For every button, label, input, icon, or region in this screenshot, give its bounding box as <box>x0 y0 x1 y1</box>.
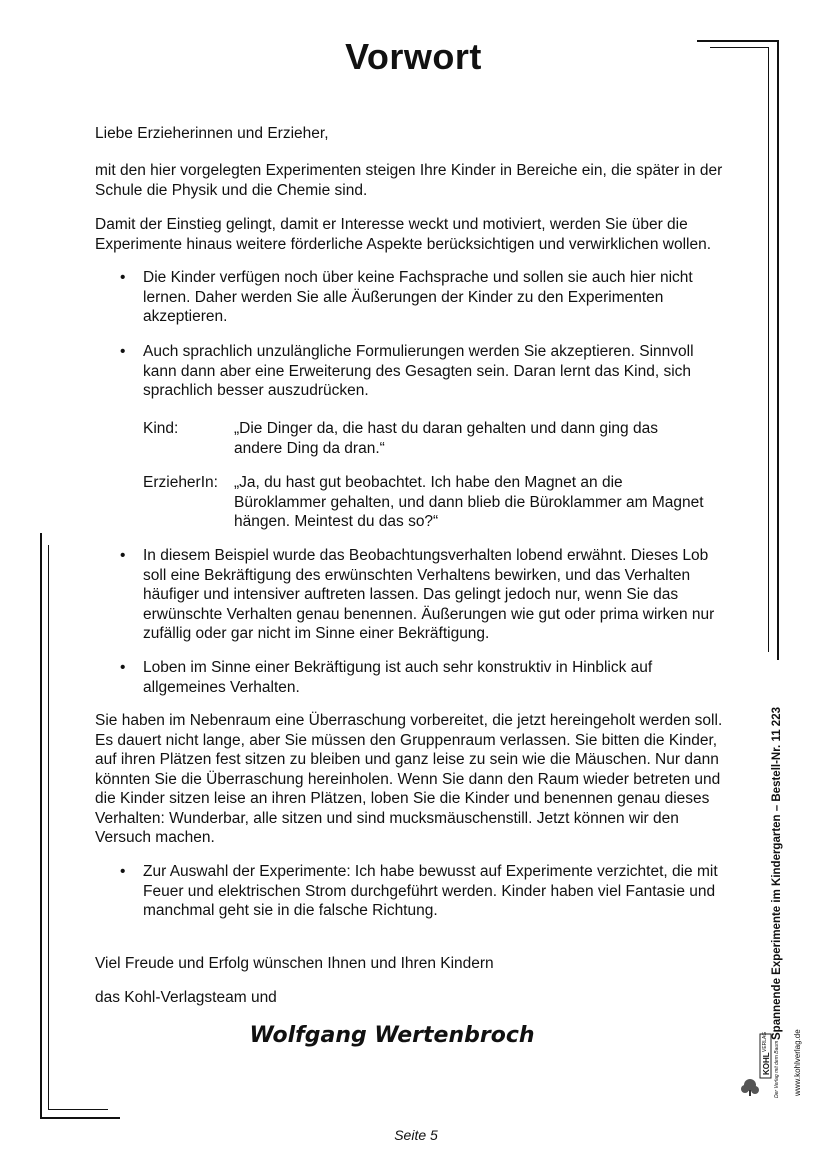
page-title: Vorwort <box>345 36 482 77</box>
closing-team: das Kohl-Verlagsteam und <box>95 989 277 1006</box>
greeting: Liebe Erzieherinnen und Erzieher, <box>95 125 329 142</box>
bullet: • <box>120 547 126 564</box>
einstieg-paragraph: Damit der Einstieg gelingt, damit er Interesse weckt und motiviert, werden Sie über die Experimente hinaus weitere förderliche Aspekte berücksichtigen und verwirklichen wollen. <box>95 216 712 253</box>
bullet: • <box>120 343 126 360</box>
ueberraschung-paragraph: Sie haben im Nebenraum eine Überraschung vorbereitet, die jetzt hereingeholt werden soll. Es dauert nicht lange, aber Sie müssen den Gruppenraum verlassen. Sie bitten die Kinder, auf ihren Plätzen fest sitzen zu bleiben und ganz leise zu sein wie die Mäuschen. Nur dann könnten Sie die Überraschung hereinholen. Wenn Sie dann den Raum wieder betreten und die Kinder sitzen leise an ihren Plätzen, loben Sie die Kinder und benennen genau dieses Verhalten: Wunderbar, alle sitzen und sind mucksmäuschenstill. Jetzt können wir den Versuch machen. <box>95 712 723 846</box>
bullet: • <box>120 269 126 286</box>
publisher-badge: VERLAG <box>762 1031 768 1052</box>
bullet: • <box>120 863 126 880</box>
dialogue-text: „Ja, du hast gut beobachtet. Ich habe den Magnet an die Büroklammer gehalten, und dann blieb die Büroklammer am Magnet hängen. Meintest du das so?“ <box>234 474 704 530</box>
bullet: • <box>120 659 126 676</box>
side-footer-text: Spannende Experimente im Kindergarten – Bestell-Nr. 11 223 <box>771 707 783 1040</box>
publisher-url: www.kohlverlag.de <box>793 1029 802 1096</box>
publisher-slogan: Der Verlag mit dem Baum <box>774 1040 780 1098</box>
frame-right-line-outer <box>777 40 779 660</box>
list-item-text: Auch sprachlich unzulängliche Formulierungen werden Sie akzeptieren. Sinnvoll kann dann aber eine Erweiterung des Gesagten sein. Daran lernt das Kind, sich sprachlich besser auszudrücken. <box>143 343 694 399</box>
list-item-text: Loben im Sinne einer Bekräftigung ist auch sehr konstruktiv in Hinblick auf allgemeines Verhalten. <box>143 659 653 696</box>
dialogue-speaker: ErzieherIn: <box>143 474 218 491</box>
list-item-text: Die Kinder verfügen noch über keine Fachsprache und sollen sie auch hier nicht lernen. Daher werden Sie alle Äußerungen der Kinder zu den Experimenten akzeptieren. <box>143 269 693 325</box>
list-item-text: Zur Auswahl der Experimente: Ich habe bewusst auf Experimente verzichtet, die mit Feuer und elektrischen Strom durchgeführt werden. Kinder haben viel Fantasie und manchmal geht sie in die falsche Richtung. <box>143 863 718 919</box>
closing-line: Viel Freude und Erfolg wünschen Ihnen und Ihren Kindern <box>95 955 494 972</box>
list-item-text: In diesem Beispiel wurde das Beobachtungsverhalten lobend erwähnt. Dieses Lob soll eine Bekräftigung des erwünschten Verhaltens bewirken, und das Verhalten häufiger und intensiver auftreten lassen. Das gelingt jedoch nur, wenn Sie das erwünschte Verhalten genau benennen. Äußerungen wie gut oder prima wirken nur zufällig oder gar nicht im Sinne einer Bekräftigung. <box>143 547 715 642</box>
author-signature: Wolfgang Wertenbroch <box>249 1023 535 1048</box>
dialogue-speaker: Kind: <box>143 420 179 437</box>
dialogue-text: „Die Dinger da, die hast du daran gehalten und dann ging das andere Ding da dran.“ <box>234 420 658 457</box>
intro-paragraph: mit den hier vorgelegten Experimenten steigen Ihre Kinder in Bereiche ein, die später in der Schule die Physik und die Chemie sind. <box>95 162 723 199</box>
page-number: Seite 5 <box>394 1127 438 1143</box>
publisher-name: KOHL <box>762 1052 771 1075</box>
frame-bottom-line-outer <box>40 1117 120 1119</box>
frame-bottom-line-inner <box>48 1109 108 1110</box>
frame-right-line-inner <box>768 47 769 652</box>
publisher-logo <box>740 1030 790 1100</box>
